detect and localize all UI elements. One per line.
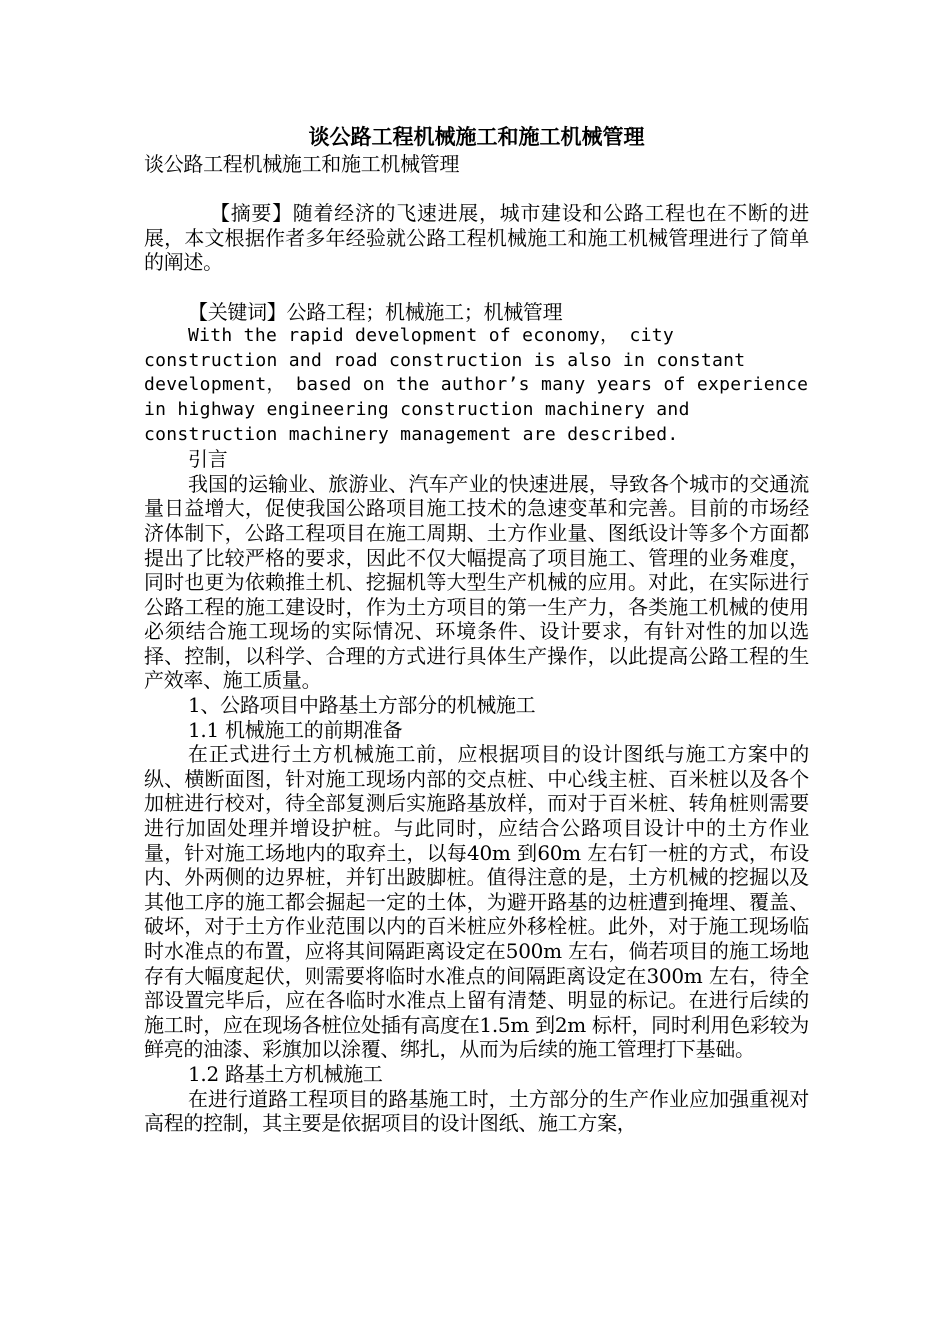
subsection-heading: 1.2 路基土方机械施工 <box>188 1061 383 1086</box>
keywords-line: 【关键词】公路工程；机械施工；机械管理 <box>188 299 563 324</box>
body-paragraph: 在进行道路工程项目的路基施工时，土方部分的生产作业应加强重视对高程的控制，其主要是依据项目的设计图纸、施工方案， <box>144 1086 809 1136</box>
document-page <box>144 122 809 1136</box>
spacer <box>144 275 809 300</box>
section-heading: 1、公路项目中路基土方部分的机械施工 <box>188 693 536 718</box>
document-title: 谈公路工程机械施工和施工机械管理 <box>308 124 645 149</box>
spacer <box>144 177 809 202</box>
intro-paragraph: 我国的运输业、旅游业、汽车产业的快速进展，导致各个城市的交通流量日益增大，促使我国公路项目施工技术的急速变革和完善。目前的市场经济体制下，公路工程项目在施工周期、土方作业量、图纸设计等多个方面都提出了比较严格的要求，因此不仅大幅提高了项目施工、管理的业务难度，同时也更为依赖推土机、挖掘机等大型生产机械的应用。对此，在实际进行公路工程的施工建设时，作为土方项目的第一生产力，各类施工机械的使用必须结合施工现场的实际情况、环境条件、设计要求，有针对性的加以选择、控制，以科学、合理的方式进行具体生产操作，以此提高公路工程的生产效率、施工质量。 <box>144 471 809 693</box>
english-abstract: With the rapid development of economy， city construction and road construction is also in constant development， based on the author’s many years of experience in highway engineering construction machinery and construction machinery management are described. <box>144 325 809 445</box>
intro-heading: 引言 <box>188 447 228 472</box>
subsection-heading: 1.1 机械施工的前期准备 <box>188 717 403 742</box>
abstract-paragraph: 【摘要】随着经济的飞速进展，城市建设和公路工程也在不断的进展，本文根据作者多年经验就公路工程机械施工和施工机械管理进行了简单的阐述。 <box>144 201 809 275</box>
document-subtitle: 谈公路工程机械施工和施工机械管理 <box>144 152 460 176</box>
body-paragraph: 在正式进行土方机械施工前，应根据项目的设计图纸与施工方案中的纵、横断面图，针对施工现场内部的交点桩、中心线主桩、百米桩以及各个加桩进行校对，待全部复测后实施路基放样，而对于百米桩、转角桩则需要进行加固处理并增设护桩。与此同时，应结合公路项目设计中的土方作业量，针对施工场地内的取弃土，以每40m 到60m 左右钉一桩的方式，布设内、外两侧的边界桩，并钉出跛脚桩。值得注意的是，土方机械的挖掘以及其他工序的施工都会掘起一定的土体，为避开路基的边桩遭到掩埋、覆盖、破坏，对于土方作业范围以内的百米桩应外移栓桩。此外，对于施工现场临时水准点的布置，应将其间隔距离设定在500m 左右，倘若项目的施工场地存有大幅度起伏，则需要将临时水准点的间隔距离设定在300m 左右，待全部设置完毕后，应在各临时水准点上留有清楚、明显的标记。在进行后续的施工时，应在现场各桩位处插有高度在1.5m 到2m 标杆，同时利用色彩较为鲜亮的油漆、彩旗加以涂覆、绑扎，从而为后续的施工管理打下基础。 <box>144 742 809 1062</box>
